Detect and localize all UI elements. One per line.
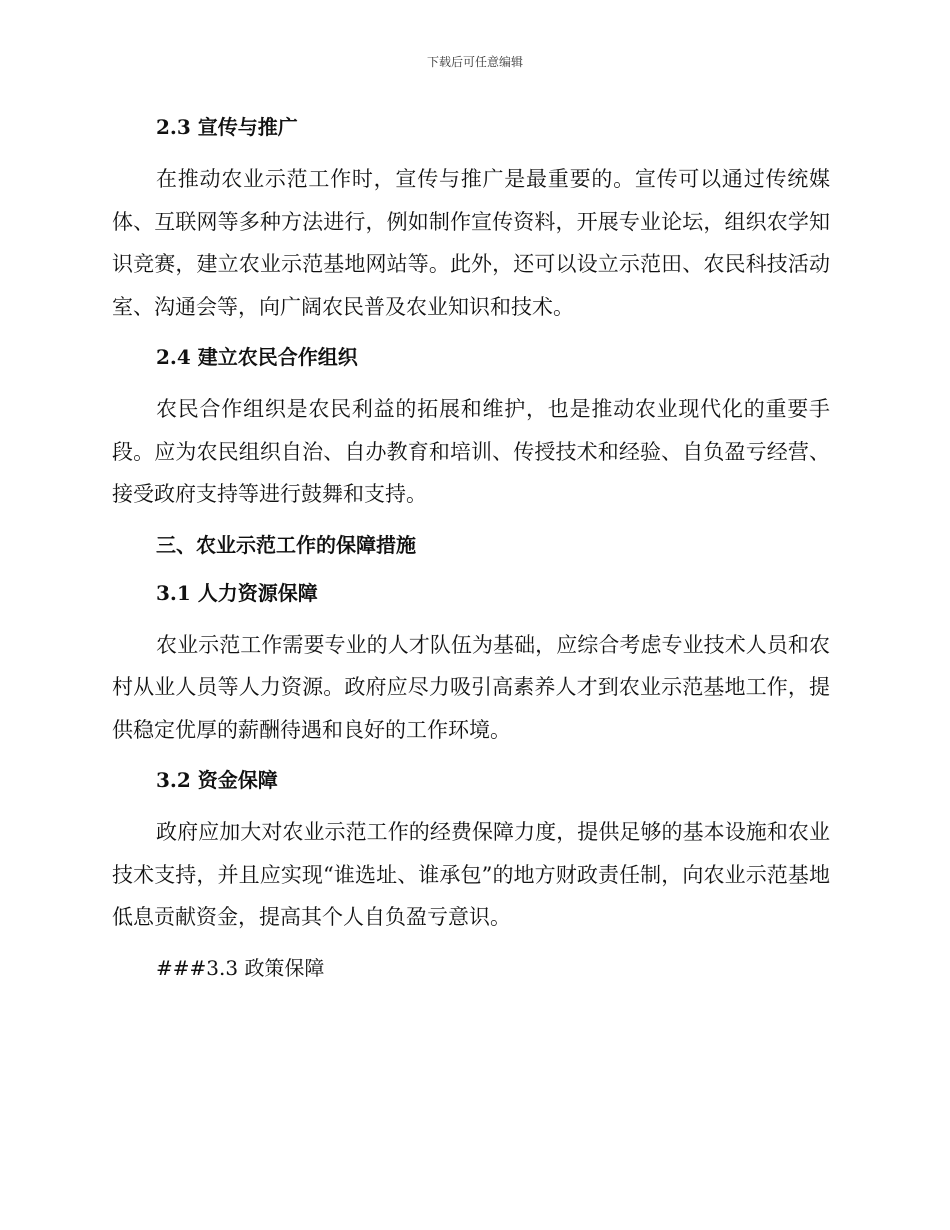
section-heading-3-3: ###3.3 政策保障: [156, 955, 325, 980]
section-paragraph-2-4: 农民合作组织是农民利益的拓展和维护，也是推动农业现代化的重要手段。应为农民组织自治、自办教育和培训、传授技术和经验、自负盈亏经营、接受政府支持等进行鼓舞和支持。: [112, 397, 830, 506]
section-heading-2-3: 2.3 宣传与推广: [156, 115, 298, 139]
header-note: 下载后可任意编辑: [426, 55, 523, 69]
section-paragraph-2-3: 在推动农业示范工作时，宣传与推广是最重要的。宣传可以通过传统媒体、互联网等多种方法进行，例如制作宣传资料，开展专业论坛，组织农学知识竞赛，建立农业示范基地网站等。此外，还可以设立示范田、农民科技活动室、沟通会等，向广阔农民普及农业知识和技术。: [112, 167, 830, 319]
section-paragraph-3-2: 政府应加大对农业示范工作的经费保障力度，提供足够的基本设施和农业技术支持，并且应实现“谁选址、谁承包”的地方财政责任制，向农业示范基地低息贡献资金，提高其个人自负盈亏意识。: [112, 820, 830, 929]
section-heading-2-4: 2.4 建立农民合作组织: [156, 345, 358, 369]
section-paragraph-3-1: 农业示范工作需要专业的人才队伍为基础，应综合考虑专业技术人员和农村从业人员等人力资源。政府应尽力吸引高素养人才到农业示范基地工作，提供稳定优厚的薪酬待遇和良好的工作环境。: [112, 632, 830, 742]
section-heading-3-2: 3.2 资金保障: [156, 768, 278, 792]
document-body: [112, 110, 830, 999]
chapter-heading-3: 三、农业示范工作的保障措施: [156, 532, 416, 557]
section-heading-3-1: 3.1 人力资源保障: [156, 580, 318, 605]
